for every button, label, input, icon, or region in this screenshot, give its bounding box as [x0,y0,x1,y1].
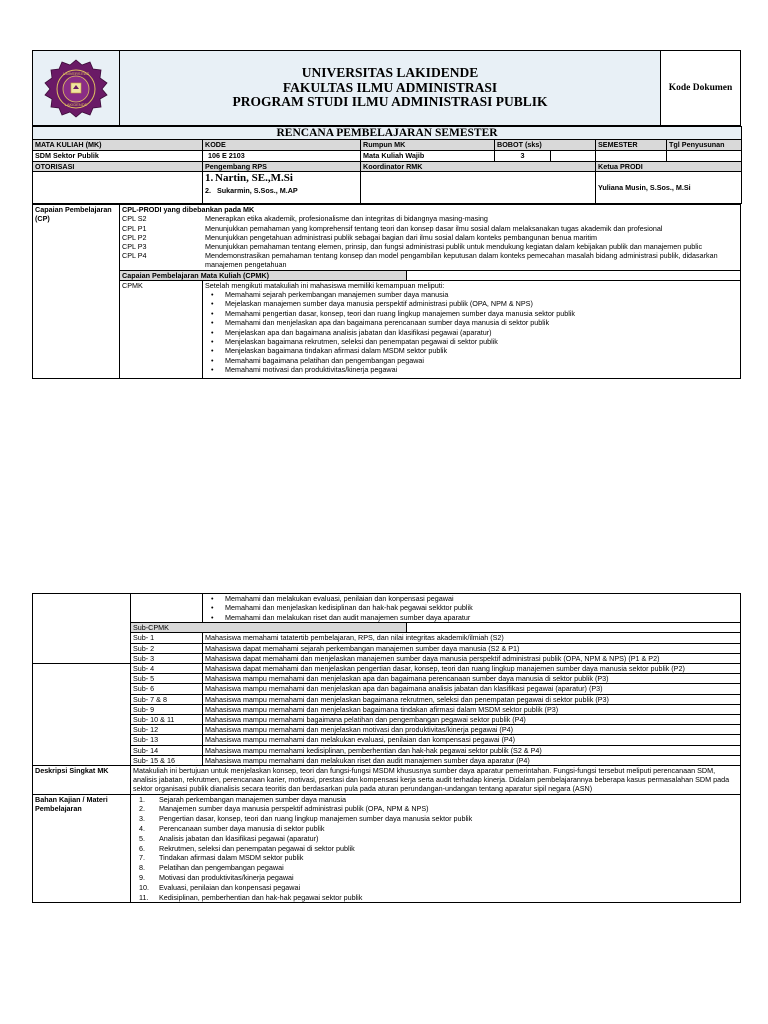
otorisasi-label: OTORISASI [33,162,203,172]
list-item: 5. Analisis jabatan dan klasifikasi pegawai (aparatur) [139,833,319,843]
rps-title: RENCANA PEMBELAJARAN SEMESTER [33,127,742,140]
bobot-header: BOBOT (sks) [495,140,596,151]
cpmk-content [203,280,741,378]
cpl-row: CPL P3 Menunjukkan pemahaman tentang elemen, prinsip, dan fungsi administrasi publik untuk mendukung kegiatan dalam kebijakan publik dan manajemen public [122,242,703,252]
mata-kuliah-header: MATA KULIAH (MK) [33,140,203,151]
course-code: 106 E 2103 [203,151,361,162]
list-item: • Memahami dan melakukan riset dan audit manajemen sumber daya aparatur [205,613,738,622]
cpmk-intro: Setelah mengikuti matakuliah ini mahasiswa memiliki kemampuan meliputi: [205,280,445,290]
rumpun-header: Rumpun MK [361,140,495,151]
course-name: SDM Sektor Publik [33,151,203,162]
list-item: • Menjelaskan bagaimana tindakan afirmasi dalam MSDM sektor publik [205,346,738,355]
list-item: 10. Evaluasi, penilaian dan konpensasi pegawai [139,882,301,892]
cpl-row: CPL P4 Mendemonstrasikan pemahaman tentang konsep dan model pengambilan keputusan dalam konteks pemecahan masalah bidang administrasi publik, didasarkan manajemen pengetahuan [122,251,718,270]
table-row: Sub- 6 Mahasiswa mampu memahami dan menjelaskan apa dan bagaimana analisis jabatan dan klasifikasi pegawai (aparatur) (P3) [33,684,741,694]
list-item: 2. Manajemen sumber daya manusia perspektif administrasi publik (OPA, NPM & NPS) [139,804,429,814]
program-name: PROGRAM STUDI ILMU ADMINISTRASI PUBLIK [232,94,548,110]
list-item: • Memahami sejarah perkembangan manajemen sumber daya manusia [205,290,738,299]
deskripsi-text: Matakuliah ini bertujuan untuk menjelaskan konsep, teori dan fungsi-fungsi MSDM khususnya sumber daya aparatur pemerintahan. Fungsi-fungsi tersebut meliputi perencanaan SDM, analisis jabatan, rekrutmen, perencanaan karier, motivasi, prestasi dan kompensasi kerja serta audit terhadap kinerja. Didalam pembelajarannya beberapa kasus permasalahan SDM pada sektor organisasi publik dianalisis secara teoritis dan berdasarkan pula pada aturan perundangan-undangan tentang aparatur sipil negara (ASN) [131,766,741,795]
table-row: Sub- 7 & 8 Mahasiswa mampu memahami dan menjelaskan bagaimana rekrutmen, seleksi dan penempatan pegawai di sektor publik (P3) [33,694,741,704]
cpl-row: CPL P2 Menunjukkan pengetahuan administrasi publik sebagai bagian dari ilmu sosial dalam konteks pembangunan benua maritim [122,232,597,242]
cpl-list [120,214,741,270]
list-item: 11. Kedisiplinan, pemberhentian dan hak-hak pegawai sektor publik [139,892,363,902]
semester-header: SEMESTER [596,140,667,151]
cpl-row: CPL S2 Menerapkan etika akademik, profesionalisme dan integritas di bidangnya masing-masing [122,214,488,224]
list-item: • Memahami motivasi dan produktivitas/kinerja pegawai [205,365,738,374]
list-item: 4. Perencanaan sumber daya manusia di sektor publik [139,824,325,834]
table-row: Sub- 5 Mahasiswa mampu memahami dan menjelaskan apa dan bagaimana perencanaan sumber daya manusia di sektor publik (P3) [33,674,741,684]
list-item: • Menjelaskan apa dan bagaimana analisis jabatan dan klasifikasi pegawai (aparatur) [205,328,738,337]
tgl-header: Tgl Penyusunan [667,140,742,151]
cpl-row: CPL P1 Menunjukkan pemahaman yang komprehensif tentang teori dan konsep dasar ilmu sosial dalam melaksanakan tugas akademik dan profesional [122,223,663,233]
faculty-name: FAKULTAS ILMU ADMINISTRASI [282,79,498,95]
logo-cell [33,51,120,126]
header-table [32,50,741,126]
cpmk-list-continued [205,594,738,622]
ketua-prodi-name: Yuliana Musin, S.Sos., M.Si [596,172,742,204]
table-row: Sub- 1 Mahasiswa memahami tatatertib pembelajaran, RPS, dan nilai integritas akademik/ilmiah (S2) [33,633,741,643]
document-page-2 [32,593,741,903]
table-row: Sub- 15 & 16 Mahasiswa mampu memahami dan melakukan riset dan audit manajemen sumber daya aparatur (P4) [33,755,741,765]
developer-2: 2. Sukarmin, S.Sos., M.AP [205,186,298,196]
list-item: • Memahami bagaimana pelatihan dan pengembangan pegawai [205,356,738,365]
table-row: Sub- 3 Mahasiswa dapat memahami dan menjelaskan manajemen sumber daya manusia perspektif administrasi publik (OPA, NPM & NPS) (P1 & P2) [33,653,741,663]
list-item: • Mejelaskan manajemen sumber daya manusia perspektif administrasi publik (OPA, NPM & NPS) [205,299,738,308]
table-row: Sub- 9 Mahasiswa mampu memahami dan menjelaskan bagaimana tindakan afirmasi dalam MSDM sektor publik (P3) [33,704,741,714]
course-bobot: 3 [495,151,551,162]
list-item: 1. Sejarah perkembangan manajemen sumber daya manusia [139,794,346,804]
table-row: Sub- 2 Mahasiswa dapat memahami sejarah perkembangan manajemen sumber daya manusia (S2 & P1) [33,643,741,653]
cp-label: Capaian Pembelajaran (CP) [33,205,120,378]
university-logo [38,58,114,118]
list-item: 3. Pengertian dasar, konsep, teori dan ruang lingkup manajemen sumber daya manusia sektor publik [139,814,473,824]
list-item: • Memahami dan melakukan evaluasi, penilaian dan konpensasi pegawai [205,594,738,603]
table-row: Sub- 10 & 11 Mahasiswa mampu memahami bagaimana pelatihan dan pengembangan pegawai sektor publik (P4) [33,715,741,725]
table-row: Sub- 13 Mahasiswa mampu memahami dan melakukan evaluasi, penilaian dan kompensasi pegawai (P4) [33,735,741,745]
sub-cpmk-table [32,593,741,903]
course-info-table [32,126,742,204]
kode-header: KODE [203,140,361,151]
university-name: UNIVERSITAS LAKIDENDE [301,65,479,81]
cp-table [32,204,741,378]
list-item: 6. Rekrutmen, seleksi dan penempatan pegawai di sektor publik [139,843,355,853]
bahan-kajian-list [133,795,738,903]
ketua-label: Ketua PRODI [596,162,742,172]
list-item: • Memahami dan menjelaskan apa dan bagaimana perencanaan sumber daya manusia di sektor publik [205,318,738,327]
list-item: 8. Pelatihan dan pengembangan pegawai [139,863,284,873]
logo-text-bottom: LAKIDENDE [64,102,88,107]
pengembang-label: Pengembang RPS [203,162,361,172]
list-item: • Memahami pengertian dasar, konsep, teori dan ruang lingkup manajemen sumber daya manusia sektor publik [205,309,738,318]
document-page-1 [32,50,741,379]
cpmk-label: CPMK [120,280,203,378]
cpmk-list [205,290,738,375]
kode-dokumen: Kode Dokumen [661,51,741,126]
list-item: • Menjelaskan bagaimana rekrutmen, seleksi dan penempatan pegawai di sektor publik [205,337,738,346]
koordinator-label: Koordinator RMK [361,162,596,172]
list-item: 7. Tindakan afirmasi dalam MSDM sektor publik [139,853,304,863]
deskripsi-label: Deskripsi Singkat MK [33,766,131,795]
cpl-header: CPL-PRODI yang dibebankan pada MK [120,205,741,215]
cpmk-continued [203,594,741,623]
logo-text-top: UNIVERSITAS [62,71,90,76]
cpmk-header: Capaian Pembelajaran Mata Kuliah (CPMK) [120,270,407,280]
bahan-kajian-content [131,794,741,903]
bahan-kajian-label: Bahan Kajian / Materi Pembelajaran [33,794,131,903]
sub-cpmk-header: Sub-CPMK [131,623,407,633]
table-row: Sub- 4 Mahasiswa dapat memahami dan menjelaskan pengertian dasar, konsep, teori dan ruang lingkup manajemen sumber daya manusia sektor publik (P2) [33,664,741,674]
developer-1: 1. Nartin, SE.,M.Si [205,172,293,185]
institution-title-cell [120,51,661,126]
list-item: 9. Motivasi dan produktivitas/kinerja pegawai [139,873,294,883]
course-rumpun: Mata Kuliah Wajib [361,151,495,162]
table-row: Sub- 12 Mahasiswa mampu memahami dan menjelaskan motivasi dan produktivitas/kinerja pegawai (P4) [33,725,741,735]
table-row: Sub- 14 Mahasiswa mampu memahami kedisiplinan, pemberhentian dan hak-hak pegawai sektor publik (S2 & P4) [33,745,741,755]
list-item: • Memahami dan menjelaskan kedisiplinan dan hak-hak pegawai sekktor publik [205,603,738,612]
